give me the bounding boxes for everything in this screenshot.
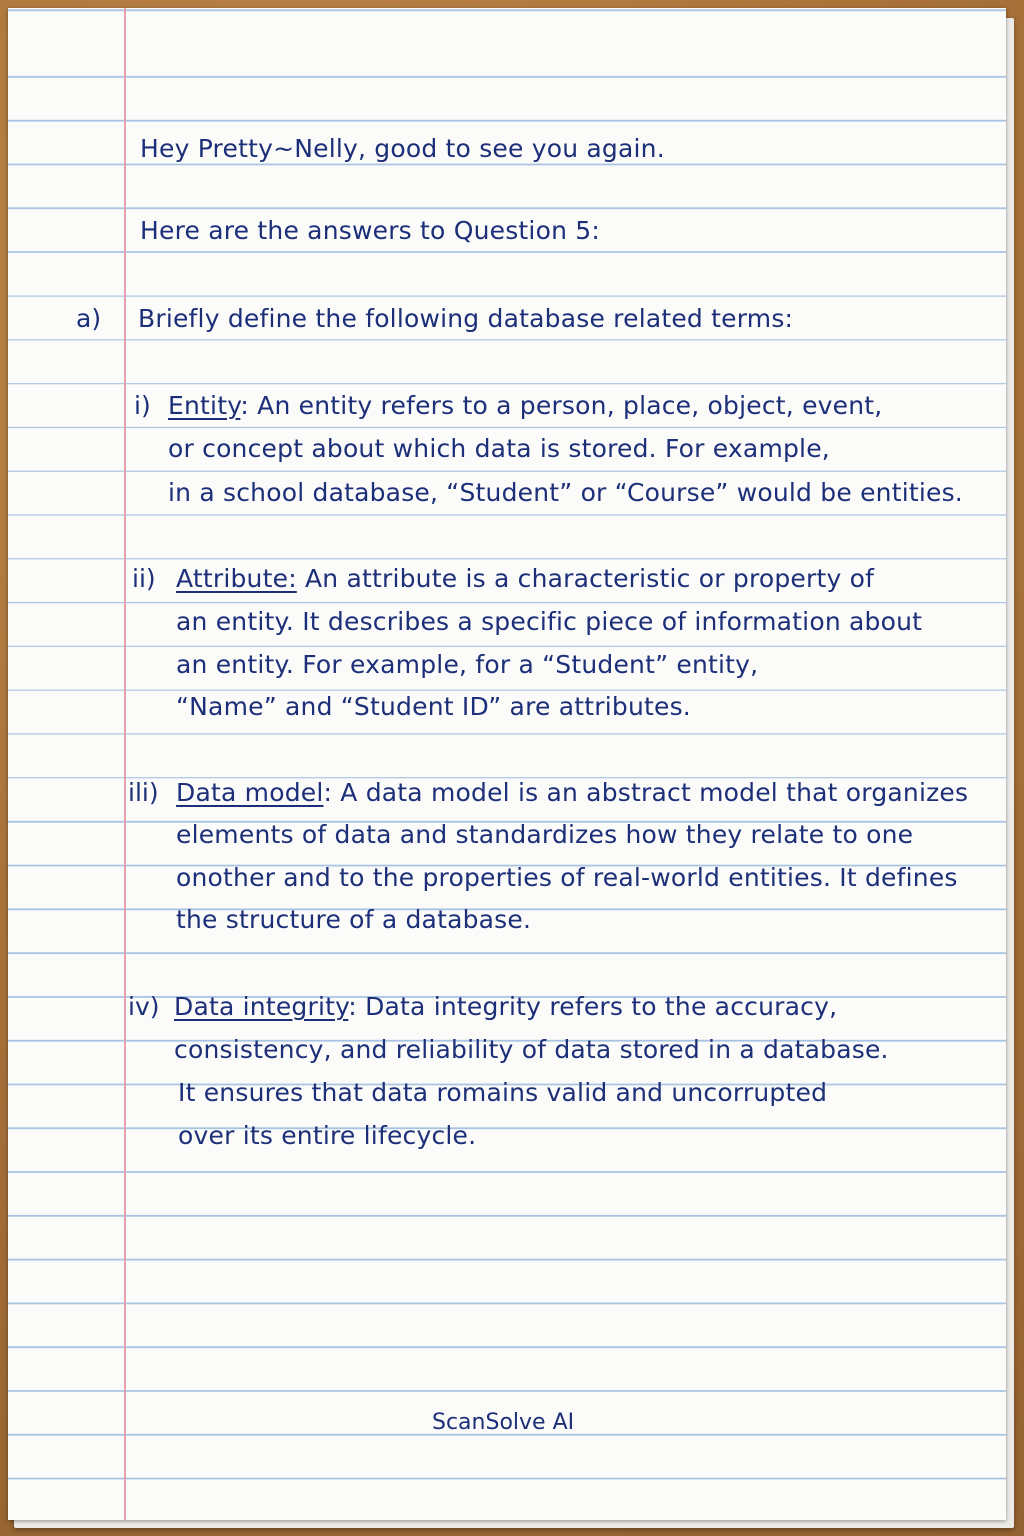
- question-text: Briefly define the following database related terms:: [138, 304, 794, 333]
- footer-brand: ScanSolve AI: [432, 1410, 575, 1435]
- item-numeral: i): [134, 391, 151, 420]
- item-line: in a school database, “Student” or “Course” would be entities.: [168, 478, 963, 507]
- question-label: a): [76, 304, 102, 333]
- item-line: consistency, and reliability of data stored in a database.: [174, 1035, 889, 1064]
- item-line: elements of data and standardizes how they relate to one: [176, 820, 914, 849]
- item-line: an entity. For example, for a “Student” entity,: [176, 650, 759, 679]
- item-first-line: [176, 778, 968, 807]
- item-first-line-rest: : An entity refers to a person, place, object, event,: [240, 391, 883, 420]
- item-numeral: ili): [128, 778, 159, 807]
- item-numeral: iv): [128, 992, 160, 1021]
- item-line: or concept about which data is stored. For example,: [168, 434, 830, 463]
- margin-line: [124, 8, 126, 1520]
- notebook-page: [8, 8, 1006, 1520]
- intro-line: Here are the answers to Question 5:: [140, 216, 600, 245]
- item-first-line-rest: : A data model is an abstract model that organizes: [323, 778, 969, 807]
- item-term: Data model: [176, 778, 324, 807]
- item-line: over its entire lifecycle.: [178, 1121, 477, 1150]
- item-term: Data integrity: [174, 992, 349, 1021]
- item-line: the structure of a database.: [176, 905, 532, 934]
- item-first-line-rest: : Data integrity refers to the accuracy,: [348, 992, 838, 1021]
- item-line: an entity. It describes a specific piece of information about: [176, 607, 923, 636]
- item-first-line: [174, 992, 837, 1021]
- item-first-line: [168, 391, 882, 420]
- item-line: It ensures that data romains valid and uncorrupted: [178, 1078, 828, 1107]
- item-line: “Name” and “Student ID” are attributes.: [176, 692, 691, 721]
- item-first-line-rest: An attribute is a characteristic or property of: [296, 564, 875, 593]
- item-line: onother and to the properties of real-world entities. It defines: [176, 863, 958, 892]
- item-numeral: ii): [132, 564, 156, 593]
- item-term: Attribute:: [176, 564, 297, 593]
- item-term: Entity: [168, 391, 241, 420]
- greeting-line: Hey Pretty~Nelly, good to see you again.: [140, 134, 665, 163]
- item-first-line: [176, 564, 874, 593]
